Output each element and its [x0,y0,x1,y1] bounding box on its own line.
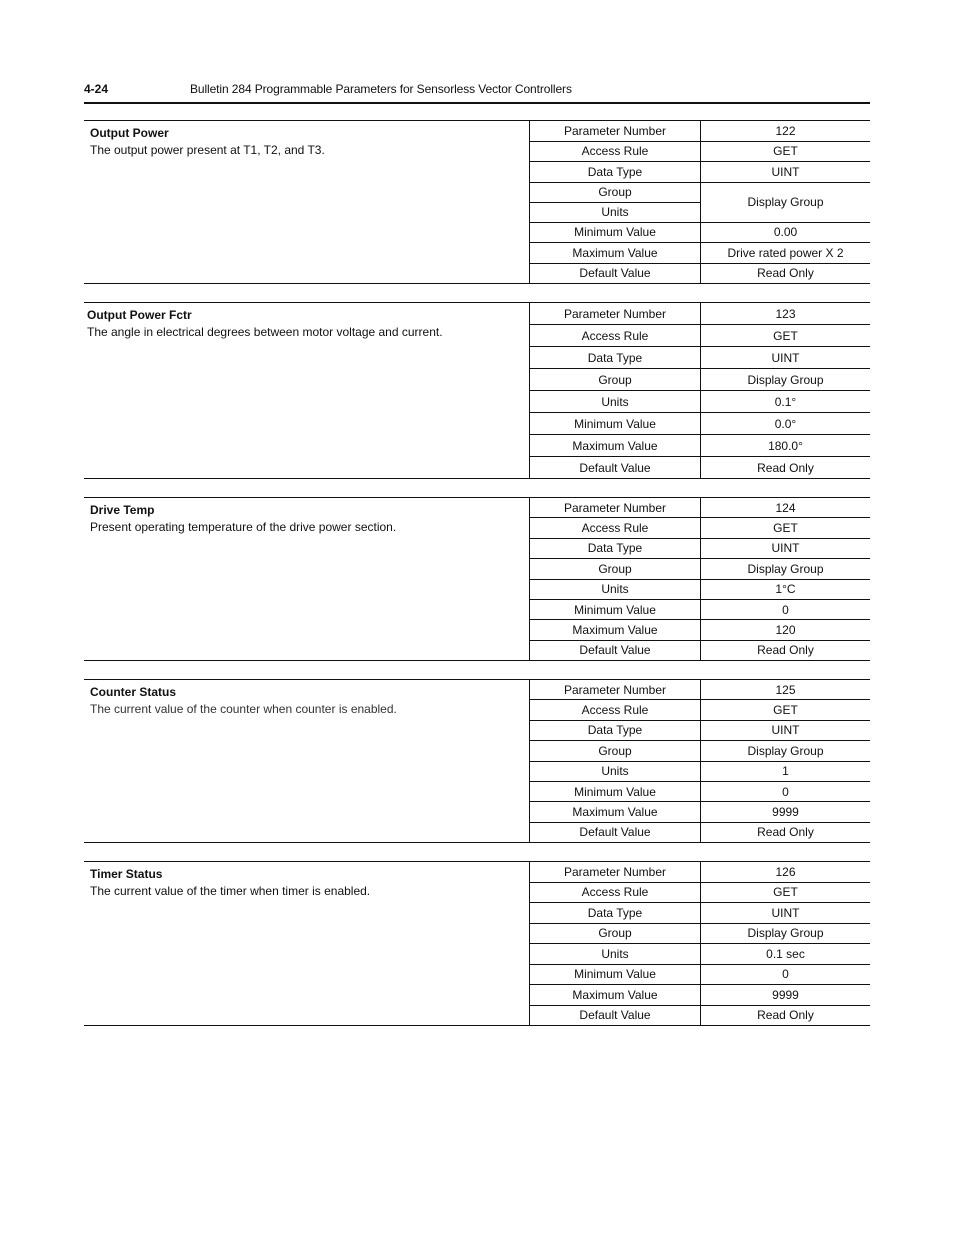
row-value: 0 [782,602,789,617]
row-label: Units [530,762,701,781]
row-value: 9999 [772,804,799,819]
row-label: Default Value [530,823,701,842]
table-row [530,121,870,142]
row-value: UINT [771,905,800,920]
row-value: 126 [775,864,796,879]
header-rule [84,102,870,104]
table-row [530,782,870,802]
table-row [530,1006,870,1026]
row-value: 1°C [775,582,796,597]
row-label: Data Type [530,347,701,368]
row-value: 125 [775,682,796,697]
row-value: Display Group [747,926,824,941]
row-label: Minimum Value [530,782,701,801]
param-table [529,862,870,1025]
table-row [530,391,870,413]
row-value: 122 [775,123,796,138]
table-row [530,559,870,579]
table-row [530,924,870,945]
table-row [530,303,870,325]
row-label: Default Value [530,264,701,284]
page-header [84,80,870,100]
param-text: The angle in electrical degrees between motor voltage and current. [87,325,443,339]
table-row [530,680,870,700]
row-label: Group [530,559,701,578]
row-value: Read Only [757,643,814,658]
table-row [530,965,870,986]
table-row [530,600,870,620]
param-block-drive-temp [84,497,870,661]
param-block-output-power [84,120,870,284]
row-value: GET [773,144,798,159]
row-value: 1 [782,764,789,779]
table-row [530,641,870,660]
row-value: GET [773,328,798,343]
row-value: Display Group [747,372,824,387]
param-name: Timer Status [90,867,163,881]
row-value: 0.1 sec [766,946,805,961]
row-value: 0 [782,967,789,982]
row-value: Read Only [757,266,814,281]
row-label: Default Value [530,641,701,660]
row-label: Data Type [530,162,701,182]
row-value: UINT [771,723,800,738]
row-value: 9999 [772,987,799,1002]
table-row [530,498,870,518]
row-value: Read Only [757,825,814,840]
table-row [530,823,870,842]
page-number: 4-24 [84,82,109,96]
table-row [530,518,870,538]
row-value: UINT [771,350,800,365]
row-value: UINT [771,541,800,556]
row-label: Units [530,580,701,599]
row-label: Maximum Value [530,985,701,1005]
row-label: Default Value [530,1006,701,1026]
row-label: Parameter Number [530,862,701,882]
row-label: Units [601,205,629,219]
row-value: 123 [775,306,796,321]
row-value: 124 [775,500,796,515]
row-value: Read Only [757,1008,814,1023]
row-label: Group [530,369,701,390]
row-value: Read Only [757,460,814,475]
row-label: Minimum Value [530,413,701,434]
param-description [90,502,520,536]
row-label: Access Rule [530,518,701,537]
param-text: Present operating temperature of the drive power section. [90,520,397,534]
row-value: 0.1° [774,394,797,409]
row-label: Data Type [530,903,701,923]
row-label: Parameter Number [530,121,701,141]
table-row [530,741,870,761]
param-description [90,866,520,900]
row-label: Group [530,741,701,760]
table-row [530,620,870,640]
param-description [90,684,520,718]
param-text: The output power present at T1, T2, and T3. [90,143,325,157]
row-value: 180.0° [768,438,803,453]
row-label: Default Value [530,457,701,478]
row-value: Display Group [747,743,824,758]
param-description [87,307,517,341]
table-row [530,457,870,478]
row-label: Maximum Value [530,435,701,456]
row-label: Maximum Value [530,243,701,263]
row-label: Access Rule [530,883,701,903]
table-row-merged [530,183,870,223]
row-label: Minimum Value [530,965,701,985]
row-value: 0.0° [774,416,797,431]
table-row [530,539,870,559]
param-block-output-power-fctr [84,302,870,479]
param-name: Drive Temp [90,503,155,517]
param-table [529,303,870,478]
table-row [530,435,870,457]
row-label: Access Rule [530,700,701,719]
param-description [90,125,520,159]
param-name: Output Power Fctr [87,308,192,322]
row-label: Access Rule [530,142,701,162]
table-row [530,903,870,924]
param-table [529,121,870,283]
row-value: 120 [775,622,796,637]
param-block-counter-status [84,679,870,843]
row-label: Maximum Value [530,620,701,639]
row-label: Minimum Value [530,600,701,619]
row-value: GET [773,703,798,718]
table-row [530,721,870,741]
row-label: Data Type [530,721,701,740]
row-label: Minimum Value [530,223,701,243]
merged-labels [530,183,701,222]
param-table [529,680,870,842]
table-row [530,142,870,163]
row-label: Parameter Number [530,498,701,517]
row-value: Display Group [747,561,824,576]
table-row [530,580,870,600]
table-row [530,944,870,965]
table-row [530,985,870,1006]
table-row [530,264,870,284]
row-label: Parameter Number [530,303,701,324]
table-row [530,325,870,347]
row-value: UINT [771,164,800,179]
row-value: Drive rated power X 2 [727,245,844,260]
table-row [530,762,870,782]
row-label: Data Type [530,539,701,558]
page-title: Bulletin 284 Programmable Parameters for Sensorless Vector Controllers [190,82,572,96]
param-name: Output Power [90,126,169,140]
row-value: 0.00 [773,225,798,240]
param-block-timer-status [84,861,870,1026]
row-value: Display Group [747,195,824,209]
row-label: Group [530,183,700,203]
row-label: Maximum Value [530,802,701,821]
param-name: Counter Status [90,685,177,699]
table-row [530,369,870,391]
table-row [530,883,870,904]
table-row [530,243,870,264]
table-row [530,802,870,822]
table-row [530,700,870,720]
table-row [530,347,870,369]
table-row [530,223,870,244]
param-text: The current value of the timer when timer is enabled. [90,884,371,898]
row-label: Units [530,391,701,412]
param-table [529,498,870,660]
table-row [530,162,870,183]
row-value: 0 [782,784,789,799]
table-row [530,413,870,435]
row-label: Units [530,944,701,964]
param-text: The current value of the counter when counter is enabled. [90,702,397,716]
row-value: GET [773,885,798,900]
row-label: Parameter Number [530,680,701,699]
table-row [530,862,870,883]
row-label: Access Rule [530,325,701,346]
row-value: GET [773,521,798,536]
row-label: Group [530,924,701,944]
